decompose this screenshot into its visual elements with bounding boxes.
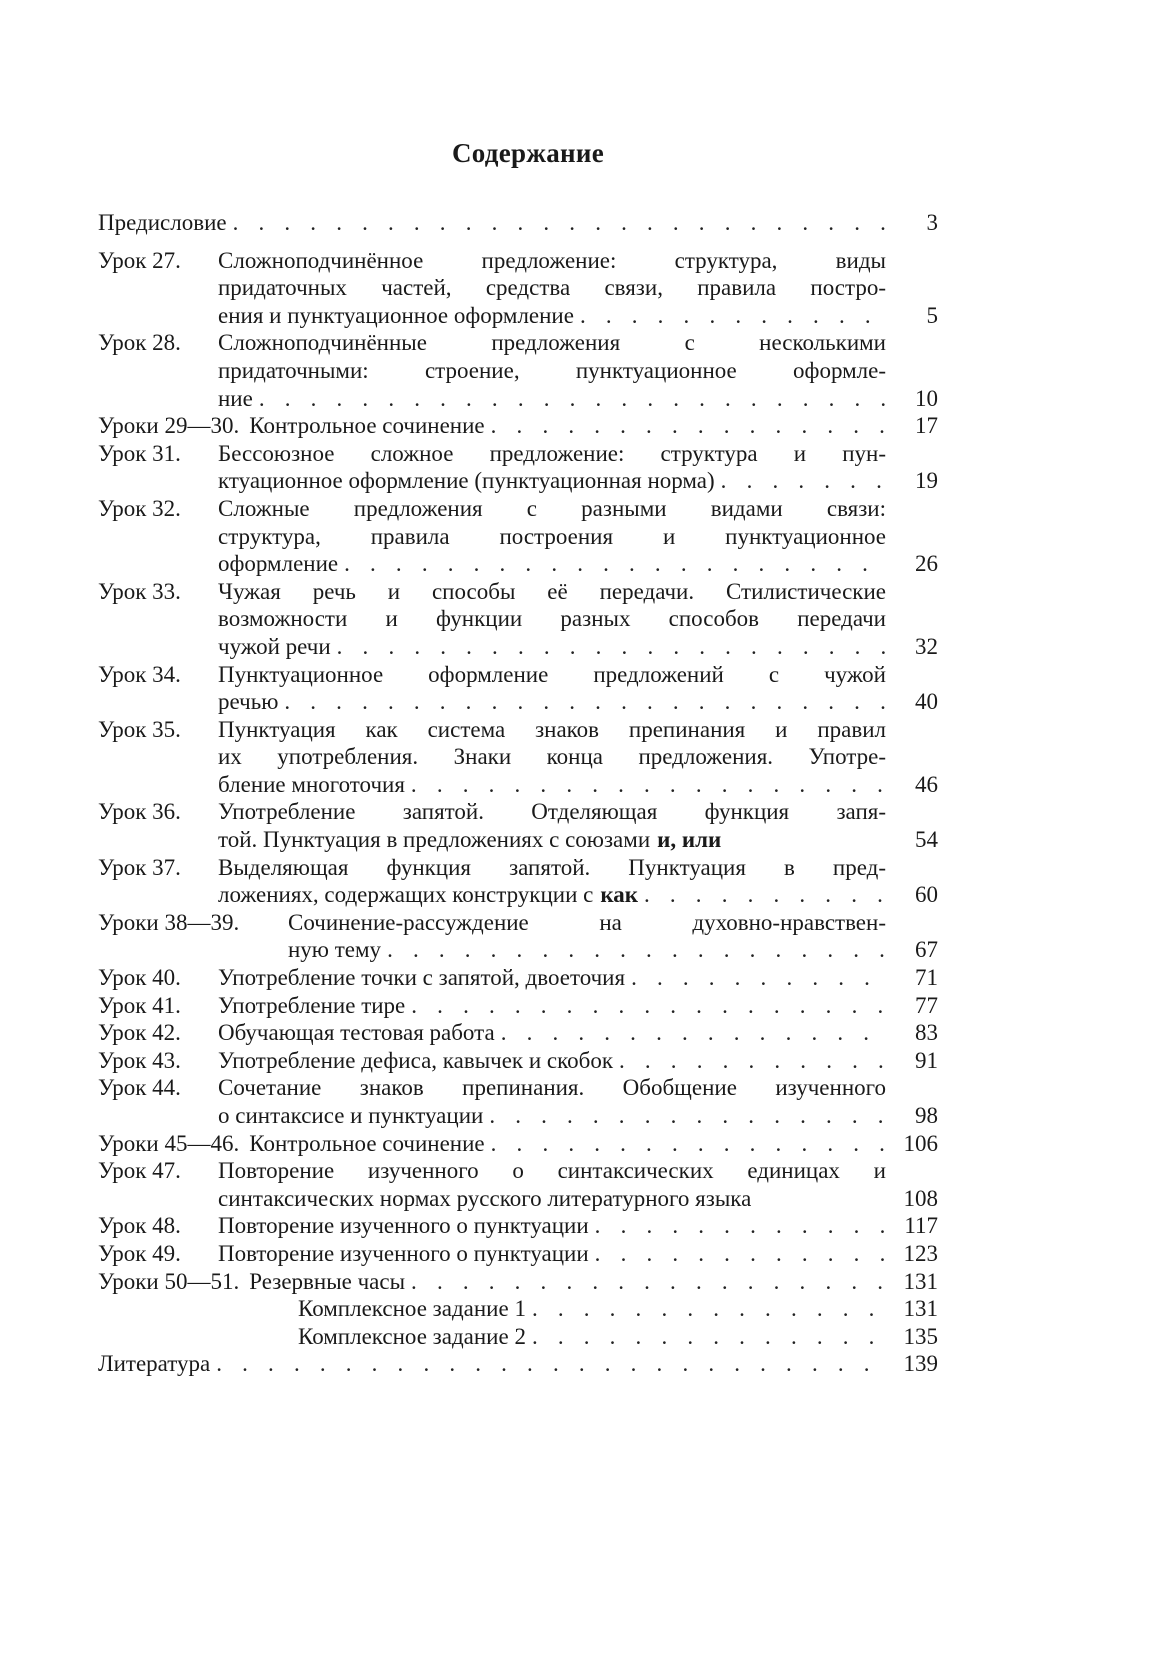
toc-page-number: 91: [915, 1047, 938, 1073]
toc-entry-label: Урок 44.: [98, 1075, 181, 1101]
leader-dots: [526, 1323, 886, 1351]
toc-entry-lesson-27[interactable]: [98, 247, 938, 330]
leader-dots: [405, 992, 886, 1020]
toc-page-number: 71: [915, 965, 938, 991]
toc-entry-lesson-35[interactable]: [98, 716, 938, 799]
toc-page-number: 131: [903, 1296, 938, 1322]
leader-dots: [485, 412, 886, 440]
leader-dots: [253, 385, 886, 413]
leader-dots: [574, 302, 886, 330]
leader-dots: [715, 467, 886, 495]
toc-entry-title: Повторение изученного о пунктуации: [218, 1213, 589, 1239]
toc-entry-lesson-33[interactable]: [98, 578, 938, 661]
toc-entry-line: Пунктуация как система знаков препинания и правил: [218, 716, 886, 742]
toc-entry-label: Урок 28.: [98, 330, 181, 356]
table-of-contents: [98, 209, 938, 1378]
leader-dots: [338, 550, 886, 578]
toc-entry-line: Сочинение-рассуждение на духовно-нравствен-: [288, 909, 886, 935]
toc-entry-line: Чужая речь и способы её передачи. Стилистические: [218, 578, 886, 604]
leader-dots: [495, 1019, 886, 1047]
toc-entry-title: Употребление тире: [218, 992, 406, 1018]
toc-page-number: 77: [915, 992, 938, 1018]
toc-entry-line: Бессоюзное сложное предложение: структура и пун-: [218, 440, 886, 466]
toc-page-number: 123: [903, 1240, 938, 1266]
toc-entry-line: структура, правила построения и пунктуационное: [218, 523, 886, 549]
toc-entry-title: Контрольное сочинение: [249, 413, 485, 439]
toc-entry-title: Обучающая тестовая работа: [218, 1020, 495, 1046]
toc-entry-line: ние: [218, 385, 253, 411]
toc-entry-label: Урок 36.: [98, 799, 181, 825]
toc-page-number: 83: [915, 1020, 938, 1046]
toc-entry-label: Уроки 45—46.: [98, 1130, 240, 1156]
toc-entry-line: ную тему: [288, 937, 382, 963]
toc-entry-line: Сочетание знаков препинания. Обобщение изученного: [218, 1075, 886, 1101]
toc-entry-lesson-43[interactable]: [98, 1047, 938, 1075]
leader-dots: [405, 771, 886, 799]
toc-page-number: 106: [903, 1130, 938, 1156]
toc-entry-title: Предисловие: [98, 210, 227, 235]
toc-entry-lesson-37[interactable]: [98, 854, 938, 909]
toc-entry-line: той. Пунктуация в предложениях с союзами: [218, 827, 651, 853]
toc-entry-lessons-50-51[interactable]: [98, 1268, 938, 1296]
toc-entry-label: Уроки 29—30.: [98, 413, 240, 439]
toc-entry-lessons-45-46[interactable]: [98, 1130, 938, 1158]
toc-entry-label: Урок 49.: [98, 1240, 181, 1266]
leader-dots: [278, 688, 886, 716]
toc-entry-line: Повторение изученного о синтаксических единицах и: [218, 1158, 886, 1184]
toc-entry-line: их употребления. Знаки конца предложения. Употре-: [218, 744, 886, 770]
toc-page-number: 139: [903, 1351, 938, 1377]
toc-entry-label: Урок 40.: [98, 965, 181, 991]
toc-entry-lesson-28[interactable]: [98, 329, 938, 412]
toc-entry-line: о синтаксисе и пунктуации: [218, 1103, 484, 1128]
toc-entry-label: Урок 37.: [98, 854, 181, 880]
toc-page-number: 60: [915, 882, 938, 908]
toc-entry-title: Комплексное задание 2: [298, 1323, 526, 1349]
leader-dots: [210, 1350, 886, 1378]
leader-dots: [227, 209, 886, 237]
toc-page-number: 5: [926, 302, 938, 328]
toc-page-number: 19: [915, 468, 938, 494]
toc-entry-line: бление многоточия: [218, 771, 405, 797]
leader-dots: [613, 1047, 886, 1075]
toc-entry-line: Сложноподчинённые предложения с несколькими: [218, 330, 886, 356]
toc-entry-lesson-31[interactable]: [98, 440, 938, 495]
toc-entry-lesson-36[interactable]: [98, 798, 938, 853]
toc-entry-label: Урок 35.: [98, 716, 181, 742]
toc-entry-lesson-44[interactable]: [98, 1074, 938, 1129]
leader-dots: [625, 964, 886, 992]
toc-page-number: 98: [915, 1103, 938, 1128]
toc-entry-title: Резервные часы: [249, 1268, 406, 1294]
toc-page-number: 54: [915, 827, 938, 853]
toc-entry-label: Урок 34.: [98, 661, 181, 687]
leader-dots: [526, 1295, 886, 1323]
toc-entry-lesson-48[interactable]: [98, 1212, 938, 1240]
toc-entry-line: Сложные предложения с разными видами связи:: [218, 495, 886, 521]
toc-page-number: 135: [903, 1323, 938, 1349]
toc-entry-label: Урок 27.: [98, 247, 181, 273]
toc-entry-line: Сложноподчинённое предложение: структура, виды: [218, 247, 886, 273]
toc-entry-line: Употребление запятой. Отделяющая функция запя-: [218, 799, 886, 825]
toc-entry-title: Контрольное сочинение: [249, 1130, 485, 1156]
toc-entry-line: придаточных частей, средства связи, правила постро-: [218, 275, 886, 301]
toc-entry-label: Уроки 50—51.: [98, 1268, 240, 1294]
toc-page-number: 67: [915, 937, 938, 963]
toc-page-number: 3: [926, 210, 938, 235]
toc-entry-complex-task-2[interactable]: [98, 1323, 938, 1351]
toc-entry-title: Повторение изученного о пунктуации: [218, 1240, 589, 1266]
toc-entry-lesson-32[interactable]: [98, 495, 938, 578]
toc-entry-lesson-34[interactable]: [98, 661, 938, 716]
toc-entry-keyword: как: [600, 882, 638, 908]
leader-dots: [589, 1240, 886, 1268]
toc-entry-line: ктуационное оформление (пунктуационная норма): [218, 468, 715, 494]
toc-entry-line: Пунктуационное оформление предложений с чужой: [218, 661, 886, 687]
toc-entry-label: Урок 41.: [98, 992, 181, 1018]
toc-entry-lesson-40[interactable]: [98, 964, 938, 992]
toc-entry-title: Употребление точки с запятой, двоеточия: [218, 965, 626, 991]
toc-entry-complex-task-1[interactable]: [98, 1295, 938, 1323]
toc-entry-label: Урок 31.: [98, 440, 181, 466]
leader-dots: [483, 1102, 886, 1130]
toc-entry-line: синтаксических нормах русского литературного языка: [218, 1185, 752, 1211]
page-title: Содержание: [451, 138, 605, 168]
toc-entry-label: Урок 43.: [98, 1047, 181, 1073]
leader-dots: [589, 1212, 886, 1240]
toc-entry-title: Употребление дефиса, кавычек и скобок: [218, 1047, 613, 1073]
toc-entry-label: Урок 32.: [98, 495, 181, 521]
leader-dots: [381, 936, 886, 964]
toc-page-number: 26: [915, 551, 938, 577]
toc-entry-label: Урок 42.: [98, 1020, 181, 1046]
leader-dots: [485, 1130, 886, 1158]
toc-entry-label: Урок 47.: [98, 1158, 181, 1184]
toc-entry-title: Литература: [98, 1351, 211, 1377]
leader-dots: [638, 881, 886, 909]
leader-dots: [405, 1268, 886, 1296]
toc-entry-line: речью: [218, 689, 279, 715]
toc-entry-lessons-29-30[interactable]: [98, 412, 938, 440]
toc-entry-title: Комплексное задание 1: [298, 1296, 526, 1322]
toc-entry-label: Уроки 38—39.: [98, 909, 240, 935]
toc-entry-line: возможности и функции разных способов передачи: [218, 606, 886, 632]
toc-page-number: 117: [904, 1213, 938, 1239]
toc-entry-literature[interactable]: [98, 1350, 938, 1378]
toc-entry-lesson-49[interactable]: [98, 1240, 938, 1268]
toc-entry-line: оформление: [218, 551, 339, 577]
toc-page-number: 131: [903, 1268, 938, 1294]
toc-entry-line: Выделяющая функция запятой. Пунктуация в пред-: [218, 854, 886, 880]
toc-page-number: 108: [903, 1185, 938, 1211]
toc-entry-line: ения и пунктуационное оформление: [218, 302, 574, 328]
toc-entry-keyword: и, или: [657, 827, 722, 853]
leader-dots: [331, 633, 886, 661]
toc-entry-lesson-41[interactable]: [98, 992, 938, 1020]
toc-page-number: 17: [915, 413, 938, 439]
toc-entry-label: Урок 48.: [98, 1213, 181, 1239]
toc-page-number: 40: [915, 689, 938, 715]
toc-page-number: 10: [915, 385, 938, 411]
toc-entry-lessons-38-39[interactable]: [98, 909, 938, 964]
toc-entry-line: чужой речи: [218, 633, 331, 659]
toc-entry-label: Урок 33.: [98, 578, 181, 604]
document-page: [98, 135, 938, 1378]
toc-page-number: 46: [915, 771, 938, 797]
toc-entry-preface[interactable]: [98, 209, 938, 237]
toc-entry-line: ложениях, содержащих конструкции с: [218, 882, 594, 908]
toc-entry-line: придаточными: строение, пунктуационное оформле-: [218, 357, 886, 383]
toc-entry-lesson-47[interactable]: [98, 1157, 938, 1212]
toc-entry-lesson-42[interactable]: [98, 1019, 938, 1047]
toc-page-number: 32: [915, 633, 938, 659]
